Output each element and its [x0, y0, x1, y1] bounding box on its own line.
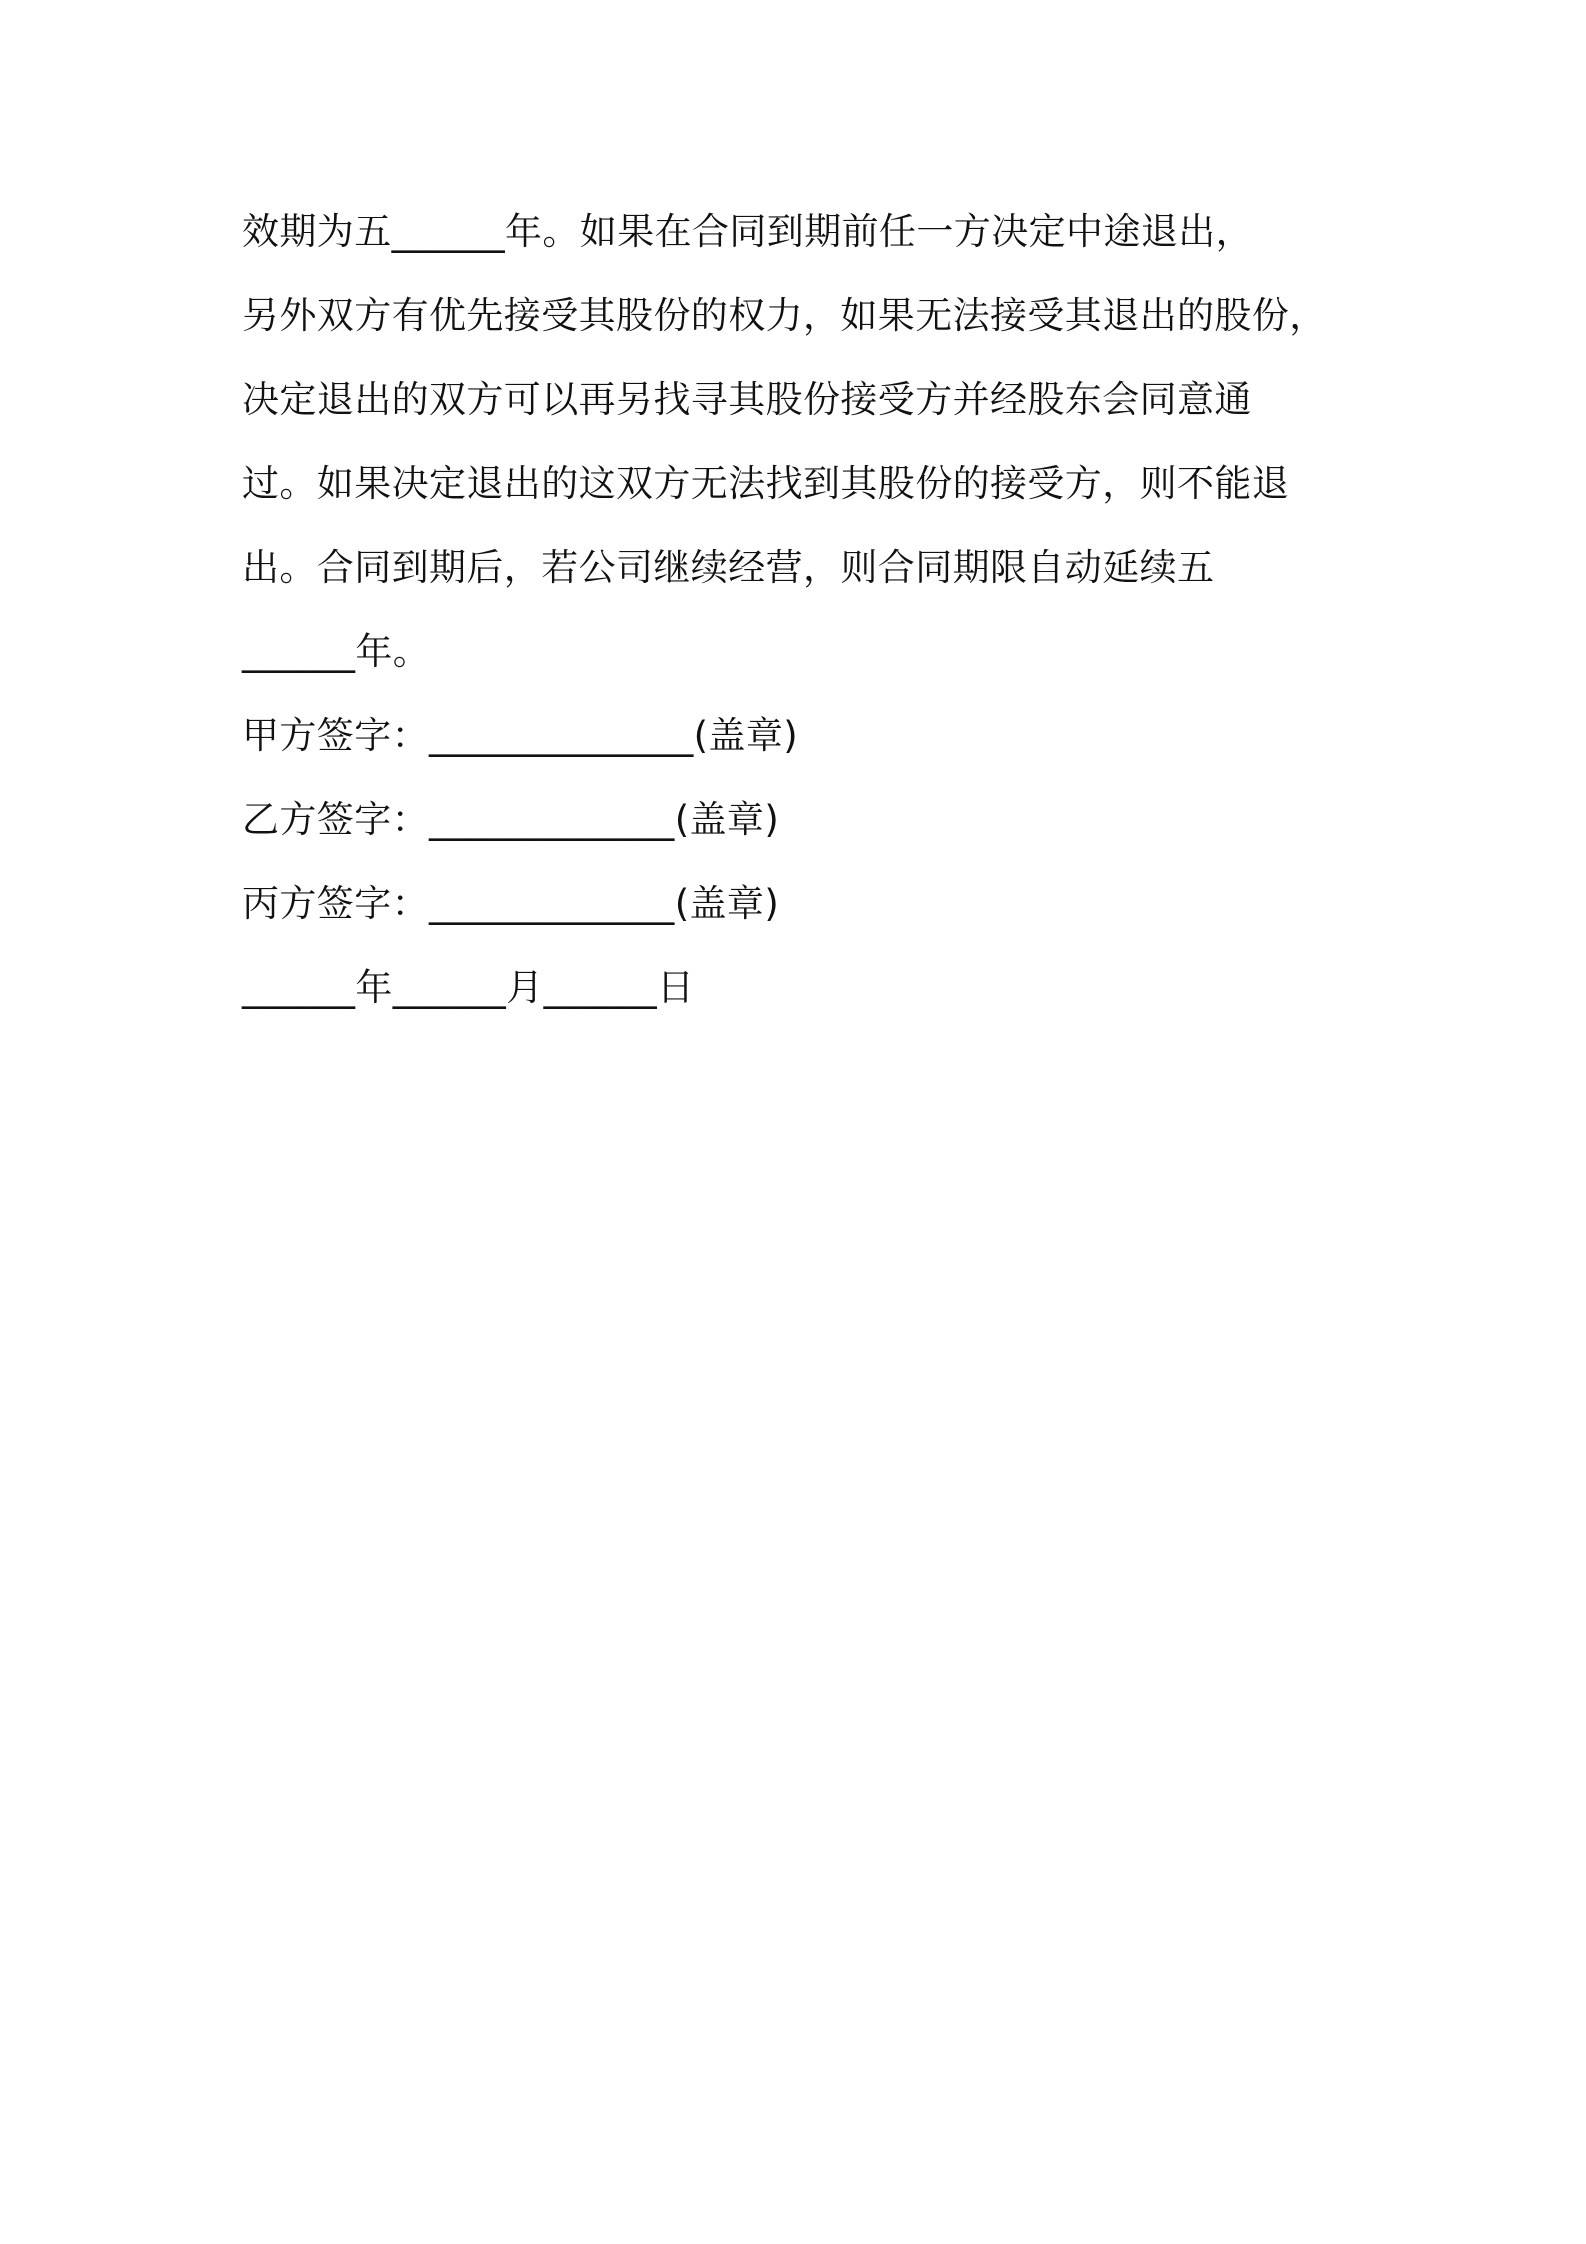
paragraph-line-3: 决定退出的双方可以再另找寻其股份接受方并经股东会同意通 — [242, 378, 1252, 421]
signature-party-a: 甲方签字：______________(盖章) — [242, 714, 799, 757]
paragraph-line-4: 过。如果决定退出的这双方无法找到其股份的接受方，则不能退 — [242, 462, 1290, 505]
signature-party-b: 乙方签字：_____________(盖章) — [242, 798, 780, 841]
paragraph-line-1: 效期为五______年。如果在合同到期前任一方决定中途退出， — [242, 210, 1253, 253]
paragraph-line-2: 另外双方有优先接受其股份的权力，如果无法接受其退出的股份， — [242, 294, 1327, 337]
date-line: ______年______月______日 — [242, 966, 695, 1009]
paragraph-line-5: 出。合同到期后，若公司继续经营，则合同期限自动延续五 — [242, 546, 1215, 589]
paragraph-line-6: ______年。 — [242, 630, 431, 673]
signature-party-c: 丙方签字：_____________(盖章) — [242, 882, 780, 925]
document-body — [242, 196, 1372, 1036]
